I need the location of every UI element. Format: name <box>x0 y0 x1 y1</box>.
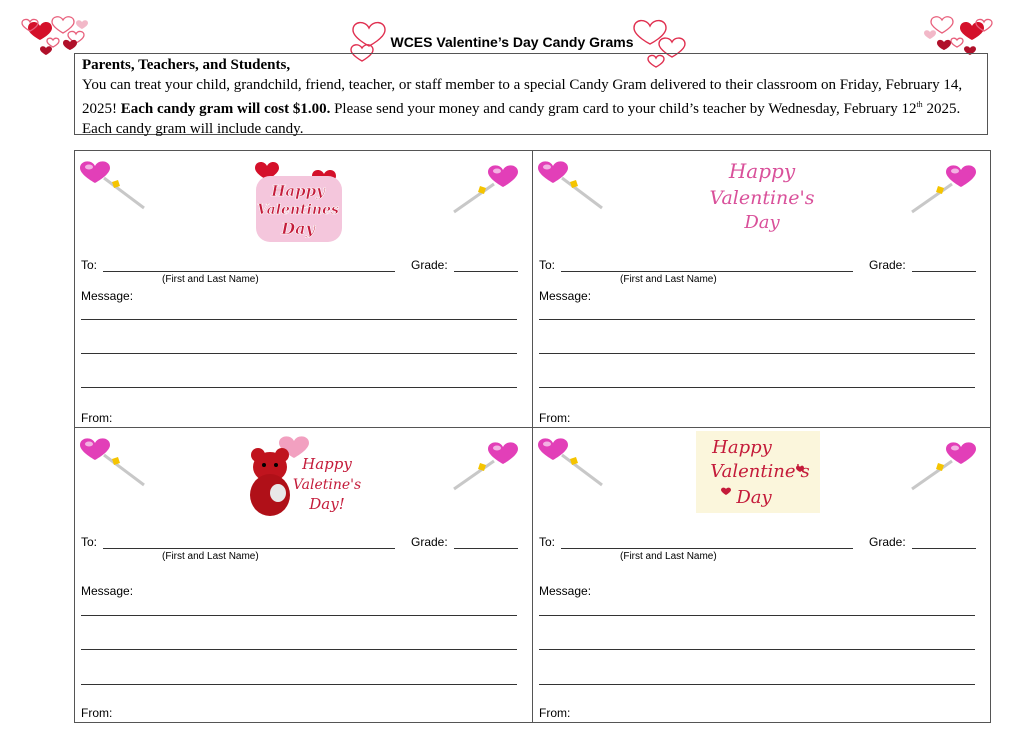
name-hint: (First and Last Name) <box>162 551 259 562</box>
intro-box <box>74 53 988 135</box>
page-title: WCES Valentine’s Day Candy Grams <box>390 34 634 50</box>
art-text-line: Valentine's <box>710 461 810 482</box>
art-text-line: Day! <box>309 495 345 513</box>
heart-lollipop-icon <box>78 156 148 211</box>
candy-gram-card-3 <box>74 427 532 723</box>
message-line[interactable] <box>81 387 517 388</box>
intro-text: You can treat your child, grandchild, friend, teacher, or staff member to a special Candy Gram delivered to their classroom on Friday, February 14, 2025! <box>82 76 963 117</box>
message-line[interactable] <box>539 387 975 388</box>
heart-lollipop-icon <box>908 437 978 492</box>
message-label: Message: <box>539 584 592 598</box>
grade-label: Grade: <box>411 258 448 272</box>
art-text-line: Day <box>744 212 780 233</box>
intro-heading: Parents, Teachers, and Students, <box>82 57 291 73</box>
message-line[interactable] <box>81 319 517 320</box>
from-label: From: <box>539 706 571 720</box>
message-line[interactable] <box>81 649 517 650</box>
message-line[interactable] <box>539 319 975 320</box>
valentine-art-svg <box>252 156 344 244</box>
intro-text-3: 2025. Each candy gram will include candy. <box>82 101 961 137</box>
message-label: Message: <box>81 584 134 598</box>
message-line[interactable] <box>81 684 517 685</box>
to-input-line[interactable] <box>103 271 395 272</box>
valentine-art-svg <box>709 156 815 238</box>
message-line[interactable] <box>539 615 975 616</box>
heart-lollipop-icon <box>908 160 978 215</box>
grade-input-line[interactable] <box>454 548 518 549</box>
heart-lollipop-icon <box>536 156 606 211</box>
candy-gram-card-1 <box>74 150 532 427</box>
heart-lollipop-icon <box>536 433 606 488</box>
grade-label: Grade: <box>411 535 448 549</box>
valentine-art-svg <box>696 431 820 513</box>
heart-lollipop-icon <box>78 433 148 488</box>
to-input-line[interactable] <box>561 271 853 272</box>
art-text-line: Happy <box>271 182 325 200</box>
to-label: To: <box>81 258 98 272</box>
grade-input-line[interactable] <box>912 271 976 272</box>
grade-input-line[interactable] <box>912 548 976 549</box>
message-line[interactable] <box>539 684 975 685</box>
art-text-line: Happy <box>728 159 796 183</box>
name-hint: (First and Last Name) <box>162 274 259 285</box>
message-line[interactable] <box>539 649 975 650</box>
message-line[interactable] <box>81 353 517 354</box>
from-label: From: <box>81 706 113 720</box>
message-label: Message: <box>81 289 134 303</box>
grade-label: Grade: <box>869 535 906 549</box>
grade-input-line[interactable] <box>454 271 518 272</box>
name-hint: (First and Last Name) <box>620 551 717 562</box>
to-label: To: <box>539 535 556 549</box>
name-hint: (First and Last Name) <box>620 274 717 285</box>
grade-label: Grade: <box>869 258 906 272</box>
message-line[interactable] <box>539 353 975 354</box>
message-line[interactable] <box>81 615 517 616</box>
art-text-line: Valentine's <box>709 187 815 209</box>
from-label: From: <box>81 411 113 425</box>
heart-lollipop-icon <box>450 437 520 492</box>
heart-lollipop-icon <box>450 160 520 215</box>
candy-gram-card-2 <box>532 150 990 427</box>
message-label: Message: <box>539 289 592 303</box>
art-text-line: Happy <box>712 437 772 458</box>
valentine-art-svg <box>242 429 362 519</box>
intro-cost: Each candy gram will cost $1.00. <box>120 101 331 117</box>
to-label: To: <box>539 258 556 272</box>
to-input-line[interactable] <box>103 548 395 549</box>
intro-text-2: Please send your money and candy gram card to your child’s teacher by Wednesday, February 12 <box>334 101 917 117</box>
art-text-line: Valentines <box>257 202 339 218</box>
art-text-line: Day <box>281 219 315 238</box>
candy-gram-card-4 <box>532 427 990 723</box>
from-label: From: <box>539 411 571 425</box>
art-text-line: Day <box>736 487 772 508</box>
art-text-line: Happy <box>302 455 352 473</box>
to-input-line[interactable] <box>561 548 853 549</box>
art-text-line: Valetine's <box>292 477 362 493</box>
to-label: To: <box>81 535 98 549</box>
intro-sup: th <box>916 100 923 109</box>
